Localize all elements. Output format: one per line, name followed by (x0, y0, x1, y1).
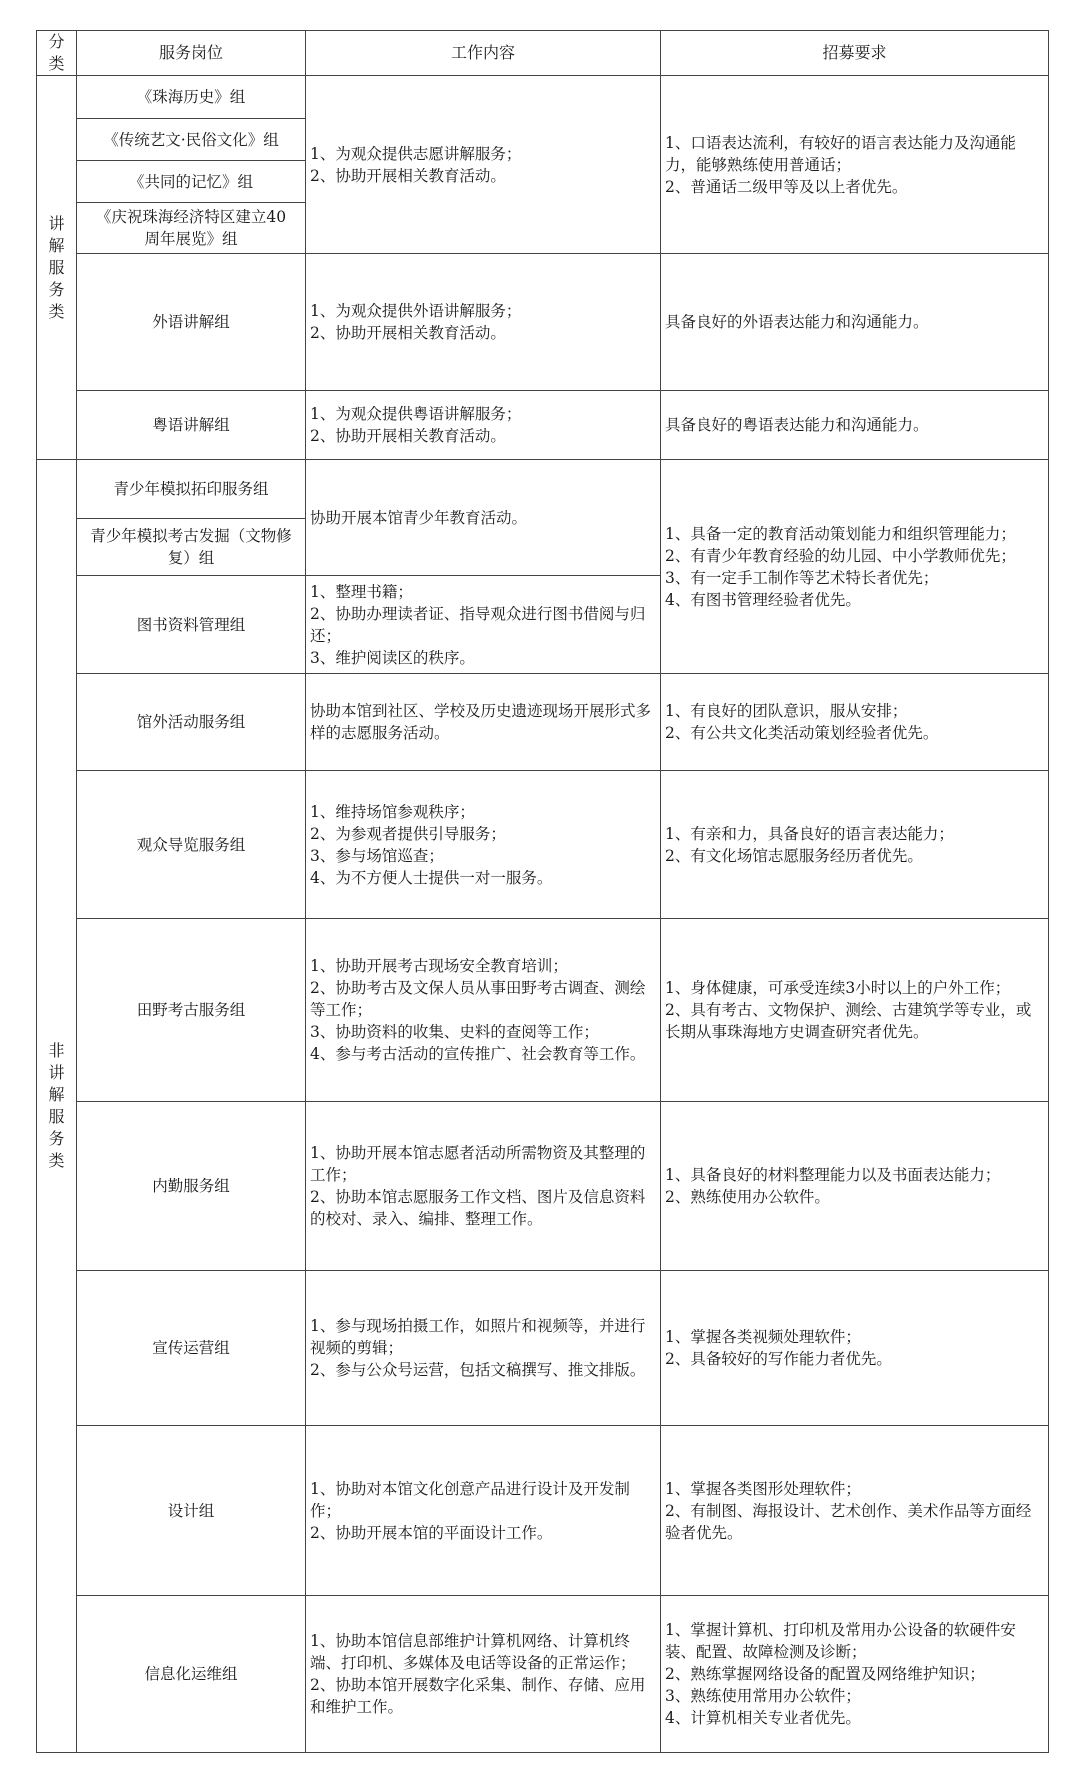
requirements-cell (661, 1271, 1049, 1426)
table-header-row (37, 31, 1049, 76)
header-content: 工作内容 (306, 31, 661, 76)
content-line: 2、协助本馆志愿服务工作文档、图片及信息资料的校对、录入、编排、整理工作。 (310, 1188, 646, 1228)
content-line: 3、维护阅读区的秩序。 (310, 648, 475, 667)
table-row (37, 254, 1049, 391)
content-cell (306, 576, 661, 674)
content-line: 协助开展本馆青少年教育活动。 (310, 508, 528, 527)
position-cell: 观众导览服务组 (77, 771, 306, 919)
table-row (37, 674, 1049, 771)
requirement-line: 2、普通话二级甲等及以上者优先。 (665, 177, 908, 196)
position-cell: 青少年模拟考古发掘（文物修复）组 (77, 519, 306, 576)
position-cell: 粤语讲解组 (77, 391, 306, 460)
content-cell (306, 76, 661, 254)
requirement-line: 2、具备较好的写作能力者优先。 (665, 1350, 892, 1368)
requirement-line: 2、有制图、海报设计、艺术创作、美术作品等方面经验者优先。 (665, 1501, 1032, 1542)
requirement-line: 1、掌握计算机、打印机及常用办公设备的软硬件安装、配置、故障检测及诊断； (665, 1621, 1016, 1661)
position-cell: 《传统艺文·民俗文化》组 (77, 119, 306, 161)
content-line: 2、协助办理读者证、指导观众进行图书借阅与归还； (310, 604, 646, 645)
category-cell (37, 76, 77, 460)
requirement-line: 1、具备良好的材料整理能力以及书面表达能力； (665, 1166, 1001, 1184)
content-line: 2、协助开展相关教育活动。 (310, 166, 506, 185)
requirements-cell (661, 460, 1049, 674)
position-cell: 《珠海历史》组 (77, 76, 306, 119)
requirement-line: 1、身体健康，可承受连续3小时以上的户外工作； (665, 979, 1011, 997)
content-line: 2、协助开展相关教育活动。 (310, 324, 506, 342)
content-line: 2、参与公众号运营，包括文稿撰写、推文排版。 (310, 1361, 646, 1379)
content-line: 2、协助本馆开展数字化采集、制作、存储、应用和维护工作。 (310, 1676, 646, 1716)
content-line: 1、为观众提供志愿讲解服务； (310, 144, 522, 163)
requirement-line: 1、掌握各类视频处理软件； (665, 1328, 861, 1346)
header-category: 分类 (37, 31, 77, 76)
header-requirements: 招募要求 (661, 31, 1049, 76)
requirement-line: 2、有青少年教育经验的幼儿园、中小学教师优先； (665, 546, 1016, 565)
content-line: 2、协助开展本馆的平面设计工作。 (310, 1523, 553, 1542)
content-cell (306, 1596, 661, 1753)
position-cell: 内勤服务组 (77, 1102, 306, 1271)
content-cell (306, 254, 661, 391)
requirement-line: 1、有亲和力，具备良好的语言表达能力； (665, 824, 954, 843)
requirement-line: 3、有一定手工制作等艺术特长者优先； (665, 568, 939, 587)
content-cell (306, 1271, 661, 1426)
requirement-line: 具备良好的粤语表达能力和沟通能力。 (665, 416, 929, 434)
content-line: 3、参与场馆巡查； (310, 846, 444, 865)
content-cell (306, 460, 661, 576)
table-row (37, 919, 1049, 1102)
content-line: 1、为观众提供粤语讲解服务； (310, 405, 522, 423)
content-line: 1、协助本馆信息部维护计算机网络、计算机终端、打印机、多媒体及电话等设备的正常运作； (310, 1632, 636, 1672)
volunteer-positions-table (36, 30, 1049, 1753)
position-cell: 馆外活动服务组 (77, 674, 306, 771)
content-cell (306, 1102, 661, 1271)
position-cell: 田野考古服务组 (77, 919, 306, 1102)
position-cell: 宣传运营组 (77, 1271, 306, 1426)
content-cell (306, 919, 661, 1102)
category-label: 讲解服务类 (48, 213, 65, 321)
recruitment-table-page (36, 30, 1048, 1753)
content-line: 1、为观众提供外语讲解服务； (310, 302, 522, 320)
requirement-line: 3、熟练使用常用办公软件； (665, 1687, 861, 1705)
content-line: 1、参与现场拍摄工作，如照片和视频等，并进行视频的剪辑； (310, 1317, 646, 1357)
content-line: 4、参与考古活动的宣传推广、社会教育等工作。 (310, 1045, 646, 1063)
position-cell: 信息化运维组 (77, 1596, 306, 1753)
position-cell: 设计组 (77, 1426, 306, 1596)
table-row (37, 460, 1049, 519)
position-cell: 图书资料管理组 (77, 576, 306, 674)
requirement-line: 2、熟练使用办公软件。 (665, 1188, 830, 1206)
position-cell: 《共同的记忆》组 (77, 161, 306, 203)
content-line: 1、维持场馆参观秩序； (310, 802, 475, 821)
content-line: 协助本馆到社区、学校及历史遗迹现场开展形式多样的志愿服务活动。 (310, 702, 652, 742)
requirement-line: 1、掌握各类图形处理软件； (665, 1479, 861, 1498)
requirement-line: 1、有良好的团队意识，服从安排； (665, 702, 908, 720)
position-cell: 青少年模拟拓印服务组 (77, 460, 306, 519)
category-cell (37, 460, 77, 1753)
requirement-line: 具备良好的外语表达能力和沟通能力。 (665, 313, 929, 331)
requirement-line: 4、计算机相关专业者优先。 (665, 1709, 861, 1727)
category-label: 非讲解服务类 (48, 1041, 65, 1170)
content-line: 4、为不方便人士提供一对一服务。 (310, 868, 553, 887)
requirements-cell (661, 76, 1049, 254)
requirements-cell (661, 1102, 1049, 1271)
position-cell: 《庆祝珠海经济特区建立40周年展览》组 (77, 203, 306, 254)
table-row (37, 771, 1049, 919)
content-line: 2、协助考古及文保人员从事田野考古调查、测绘等工作； (310, 979, 646, 1019)
table-row (37, 76, 1049, 119)
content-cell (306, 771, 661, 919)
requirements-cell (661, 391, 1049, 460)
content-line: 2、为参观者提供引导服务； (310, 824, 506, 843)
table-row (37, 1102, 1049, 1271)
content-line: 3、协助资料的收集、史料的查阅等工作； (310, 1023, 599, 1041)
requirements-cell (661, 254, 1049, 391)
requirement-line: 2、熟练掌握网络设备的配置及网络维护知识； (665, 1665, 985, 1683)
content-line: 1、协助对本馆文化创意产品进行设计及开发制作； (310, 1479, 630, 1520)
table-row (37, 1596, 1049, 1753)
header-position: 服务岗位 (77, 31, 306, 76)
requirements-cell (661, 771, 1049, 919)
requirement-line: 1、口语表达流利，有较好的语言表达能力及沟通能力，能够熟练使用普通话； (665, 133, 1016, 174)
content-cell (306, 674, 661, 771)
table-row (37, 1426, 1049, 1596)
table-row (37, 1271, 1049, 1426)
requirements-cell (661, 1596, 1049, 1753)
requirement-line: 4、有图书管理经验者优先。 (665, 590, 861, 609)
requirements-cell (661, 674, 1049, 771)
content-line: 2、协助开展相关教育活动。 (310, 427, 506, 445)
content-cell (306, 1426, 661, 1596)
requirement-line: 2、有文化场馆志愿服务经历者优先。 (665, 846, 923, 865)
content-line: 1、协助开展考古现场安全教育培训； (310, 957, 568, 975)
content-line: 1、整理书籍； (310, 582, 413, 601)
requirements-cell (661, 1426, 1049, 1596)
table-row (37, 391, 1049, 460)
requirements-cell (661, 919, 1049, 1102)
requirement-line: 2、有公共文化类活动策划经验者优先。 (665, 724, 939, 742)
requirement-line: 2、具有考古、文物保护、测绘、古建筑学等专业，或长期从事珠海地方史调查研究者优先。 (665, 1001, 1032, 1041)
content-line: 1、协助开展本馆志愿者活动所需物资及其整理的工作； (310, 1144, 646, 1184)
requirement-line: 1、具备一定的教育活动策划能力和组织管理能力； (665, 524, 1016, 543)
position-cell: 外语讲解组 (77, 254, 306, 391)
content-cell (306, 391, 661, 460)
